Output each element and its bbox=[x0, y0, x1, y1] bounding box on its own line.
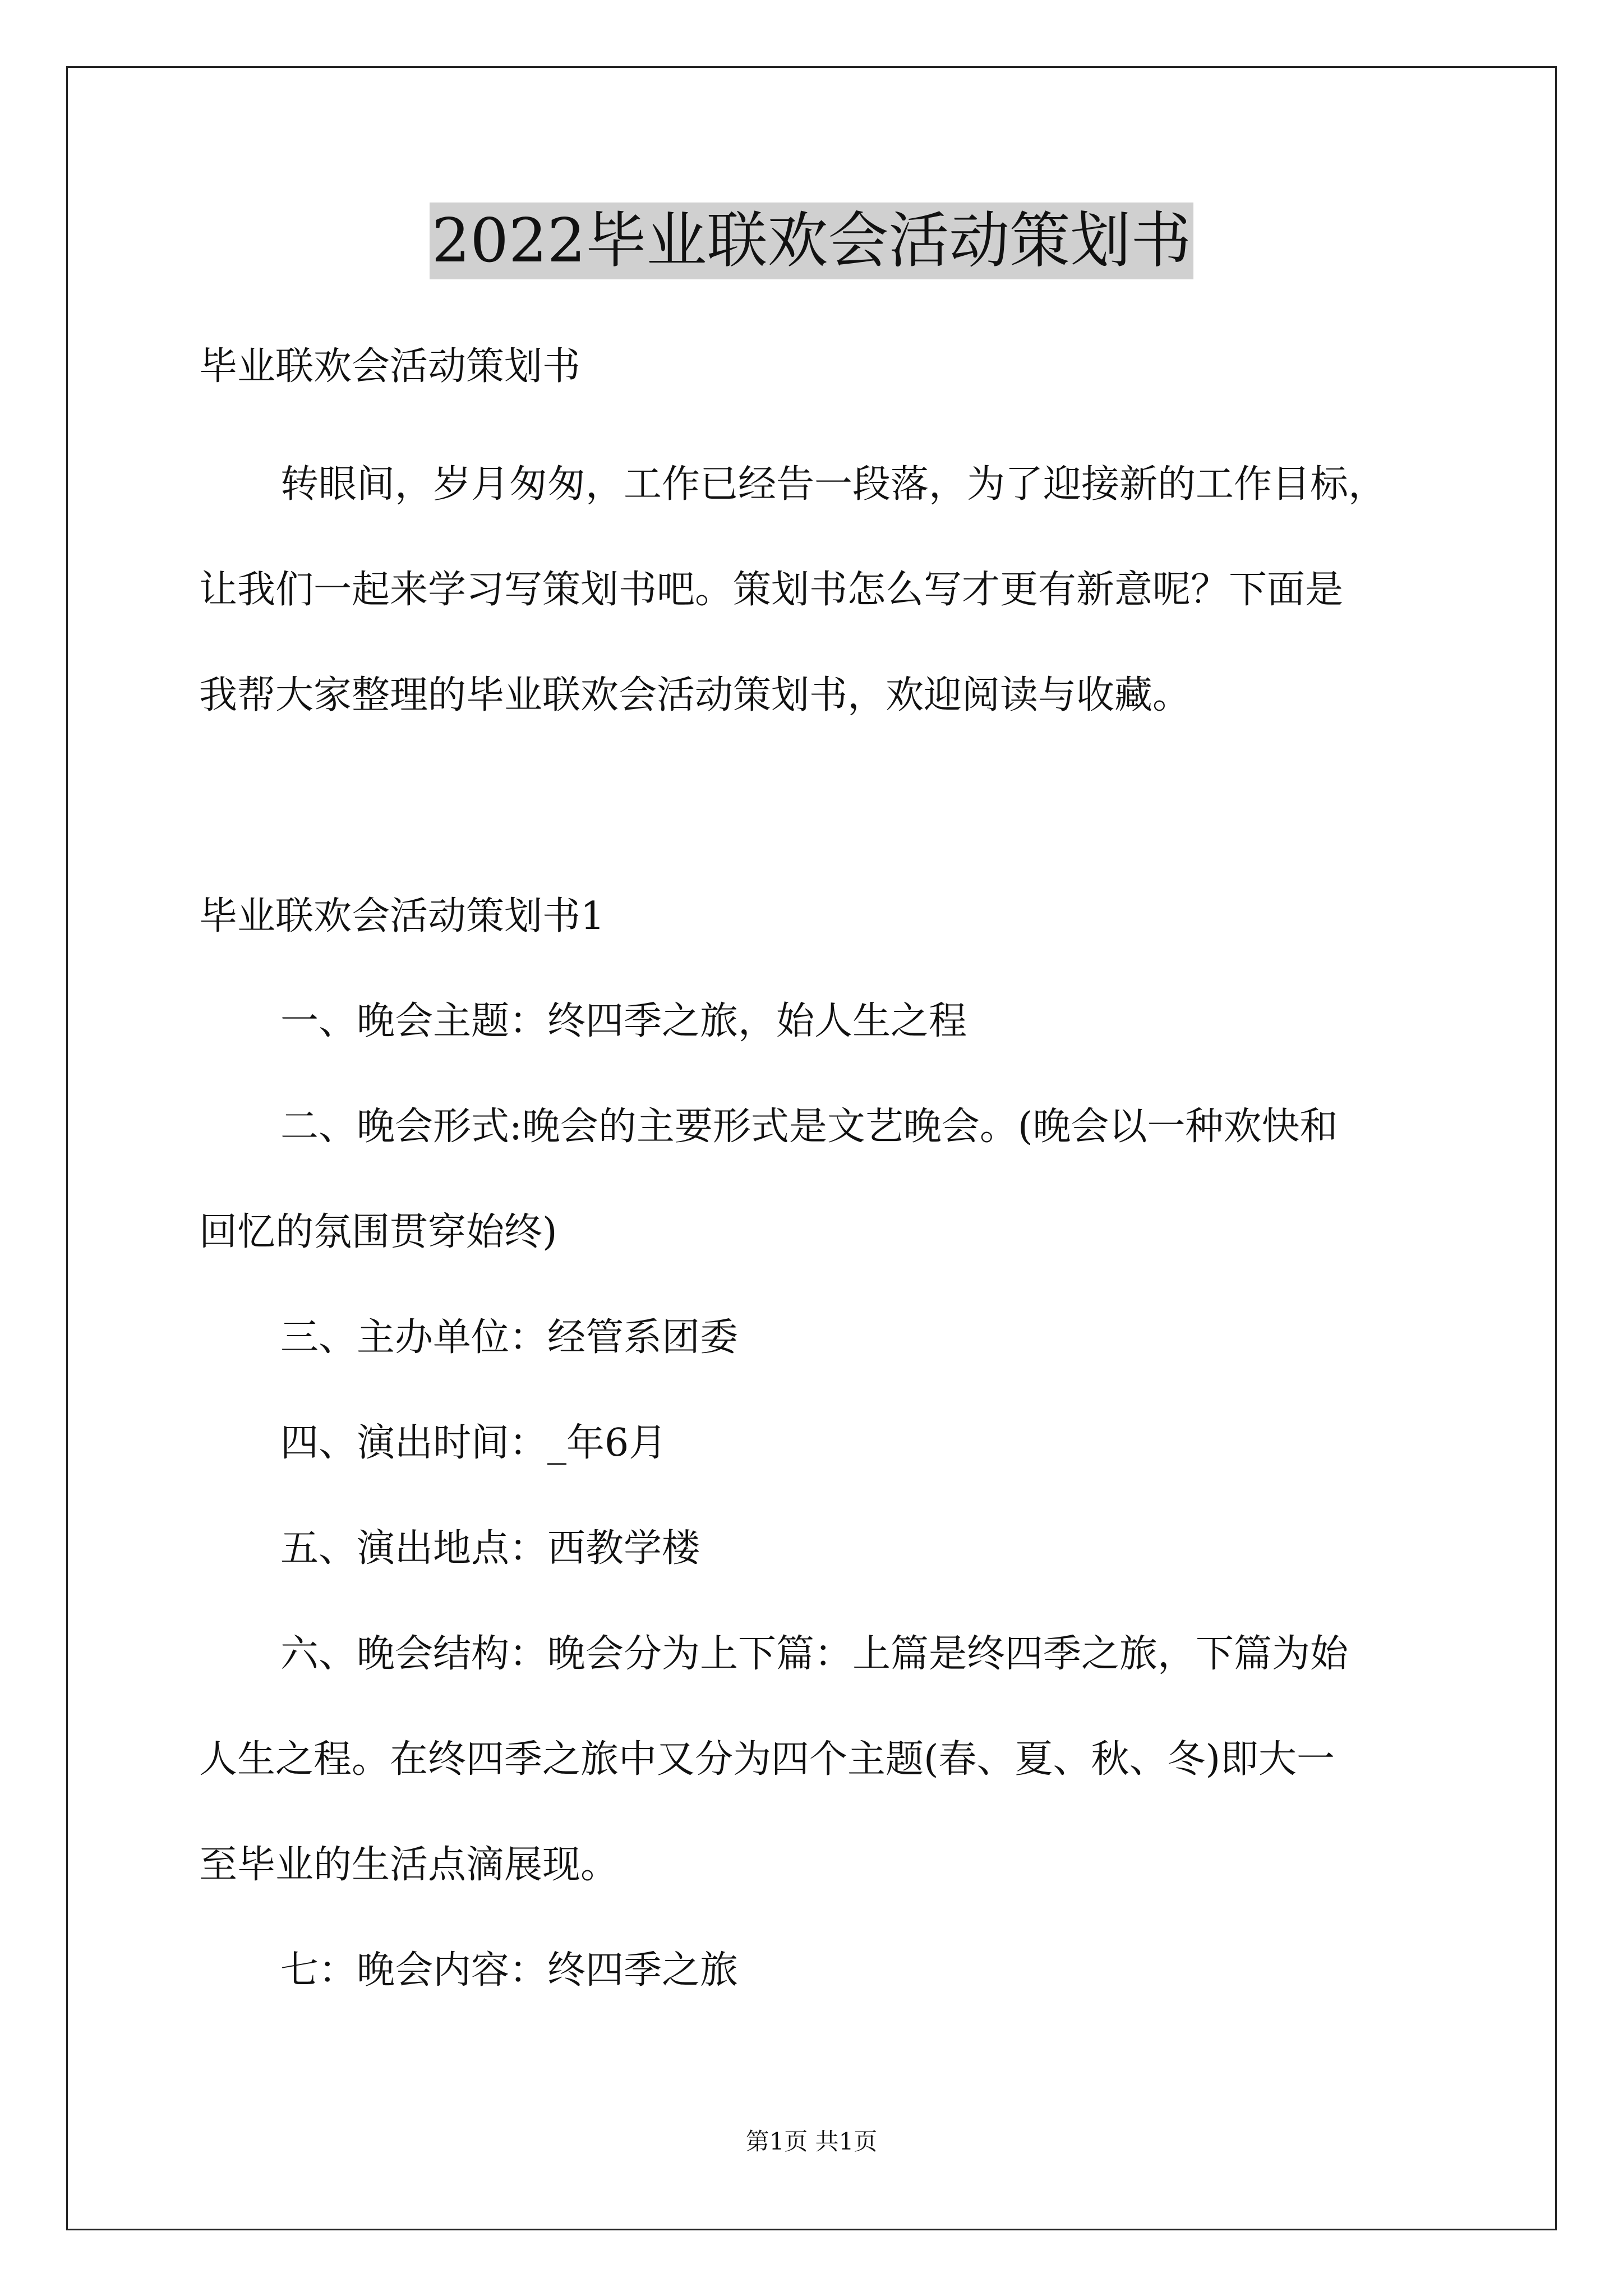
item-format-line-1: 二、晚会形式:晚会的主要形式是文艺晚会。(晚会以一种欢快和 bbox=[280, 1105, 1338, 1149]
page-footer: 第1页 共1页 bbox=[745, 2128, 878, 2155]
item-structure-line-2: 人生之程。在终四季之旅中又分为四个主题(春、夏、秋、冬)即大一 bbox=[199, 1737, 1335, 1782]
document-title bbox=[0, 202, 1623, 280]
document-title-text: 2022毕业联欢会活动策划书 bbox=[430, 203, 1194, 279]
item-content: 七：晚会内容：终四季之旅 bbox=[280, 1948, 739, 1993]
item-theme: 一、晚会主题：终四季之旅，始人生之程 bbox=[280, 999, 967, 1043]
item-format-line-2: 回忆的氛围贯穿始终) bbox=[199, 1210, 557, 1254]
subtitle-line: 毕业联欢会活动策划书 bbox=[199, 344, 581, 389]
intro-line-1: 转眼间，岁月匆匆，工作已经告一段落，为了迎接新的工作目标， bbox=[280, 462, 1387, 507]
item-structure-line-3: 至毕业的生活点滴展现。 bbox=[199, 1843, 619, 1887]
section-heading: 毕业联欢会活动策划书1 bbox=[199, 894, 605, 938]
item-location: 五、演出地点：西教学楼 bbox=[280, 1526, 700, 1571]
intro-line-2: 让我们一起来学习写策划书吧。策划书怎么写才更有新意呢？下面是 bbox=[199, 568, 1344, 612]
item-time: 四、演出时间：_年6月 bbox=[280, 1421, 667, 1465]
item-organizer: 三、主办单位：经管系团委 bbox=[280, 1315, 739, 1360]
item-structure-line-1: 六、晚会结构：晚会分为上下篇：上篇是终四季之旅，下篇为始 bbox=[280, 1632, 1349, 1676]
intro-line-3: 我帮大家整理的毕业联欢会活动策划书，欢迎阅读与收藏。 bbox=[199, 673, 1191, 717]
